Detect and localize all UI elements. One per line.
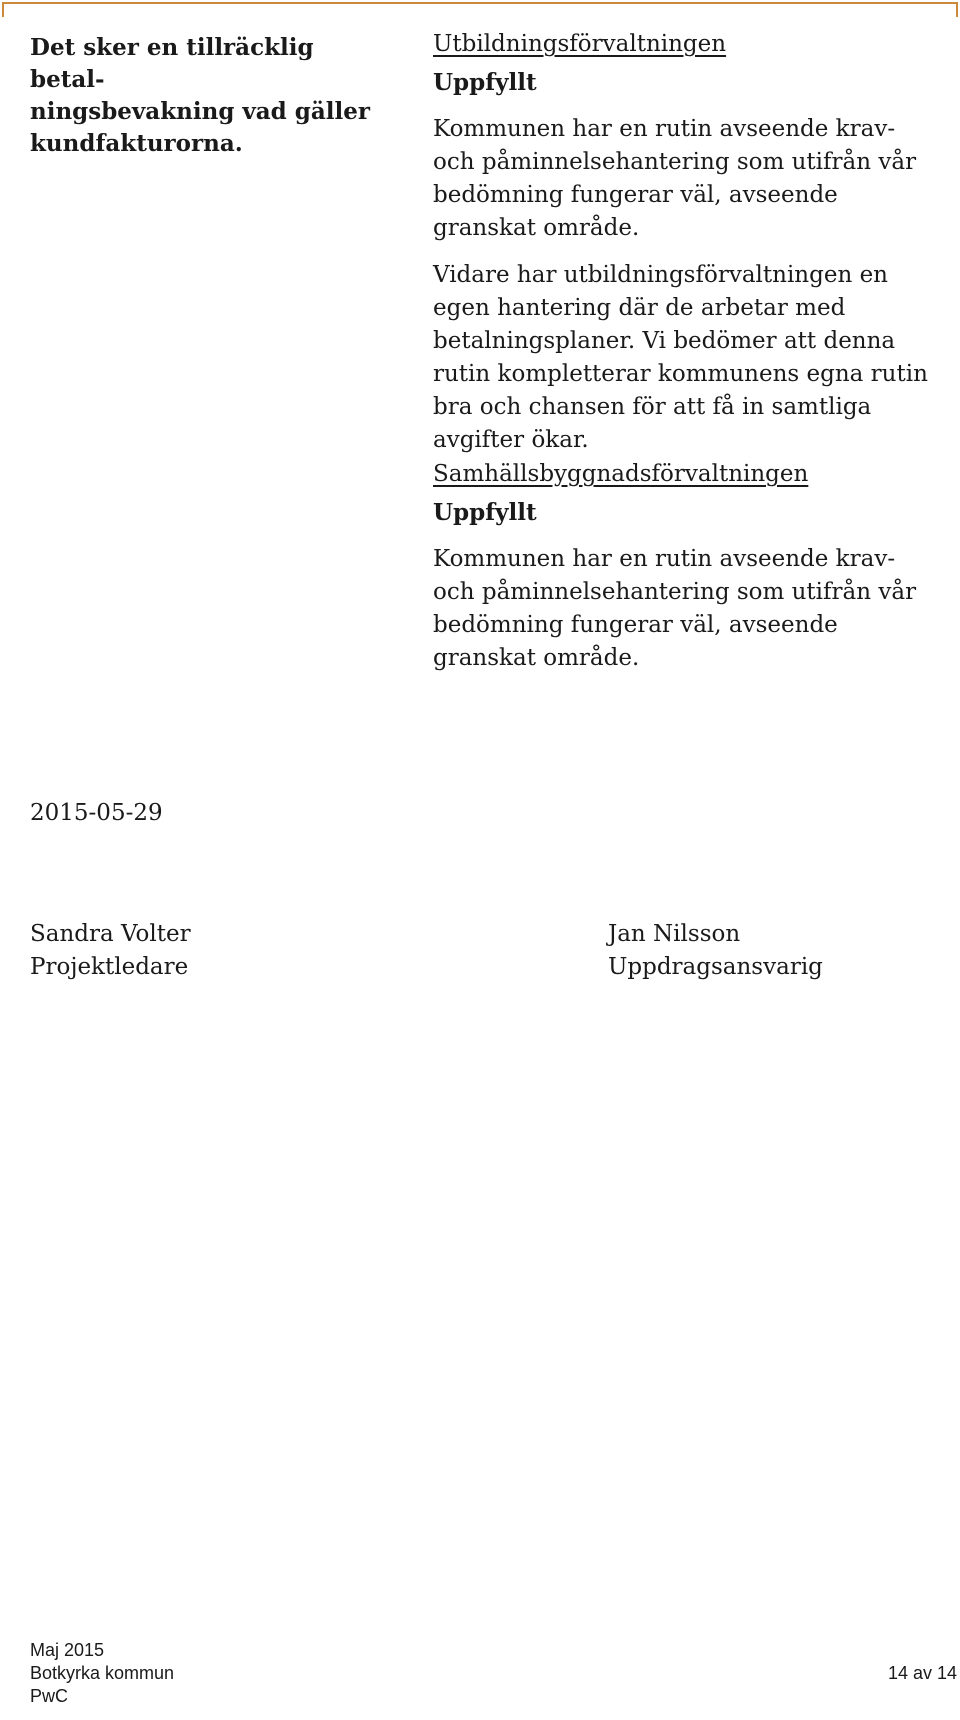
department-name: Utbildningsförvaltningen [433, 31, 727, 57]
footer-month: Maj 2015 [30, 1640, 105, 1660]
assessment-paragraph: Vidare har utbildningsförvaltningen en egen hantering där de arbetar med betalningsplaner. Vi bedömer att denna rutin kompletterar kommunens egna rutin bra och chansen för att få in samtliga avgifter ökar. [433, 262, 928, 453]
status-label: Uppfyllt [433, 499, 537, 526]
assessment-paragraph: Kommunen har en rutin avseende krav- och påminnelsehantering som utifrån vår bedömning fungerar väl, avseende granskat område. [433, 116, 917, 241]
section-samhallsbyggnad [433, 458, 943, 675]
page-footer [30, 1639, 957, 1708]
footer-firm: PwC [30, 1686, 69, 1706]
status-label: Uppfyllt [433, 69, 537, 96]
page-number: 14 av 14 [887, 1663, 957, 1683]
finding-heading: Det sker en tillräcklig betal- ningsbevakning vad gäller kundfakturorna. [30, 34, 370, 157]
signatory-name: Sandra Volter [30, 921, 191, 947]
department-name: Samhällsbyggnadsförvaltningen [433, 461, 809, 487]
signature-block [608, 918, 823, 984]
section-utbildning [433, 28, 943, 457]
signature-block [30, 918, 191, 984]
assessment-paragraph: Kommunen har en rutin avseende krav- och påminnelsehantering som utifrån vår bedömning fungerar väl, avseende granskat område. [433, 546, 917, 671]
signatory-name: Jan Nilsson [608, 921, 741, 947]
report-date: 2015-05-29 [30, 800, 163, 826]
footer-client: Botkyrka kommun [30, 1663, 175, 1683]
signatory-title: Projektledare [30, 954, 189, 980]
signatory-title: Uppdragsansvarig [608, 954, 823, 980]
page-border-rule [2, 2, 958, 17]
